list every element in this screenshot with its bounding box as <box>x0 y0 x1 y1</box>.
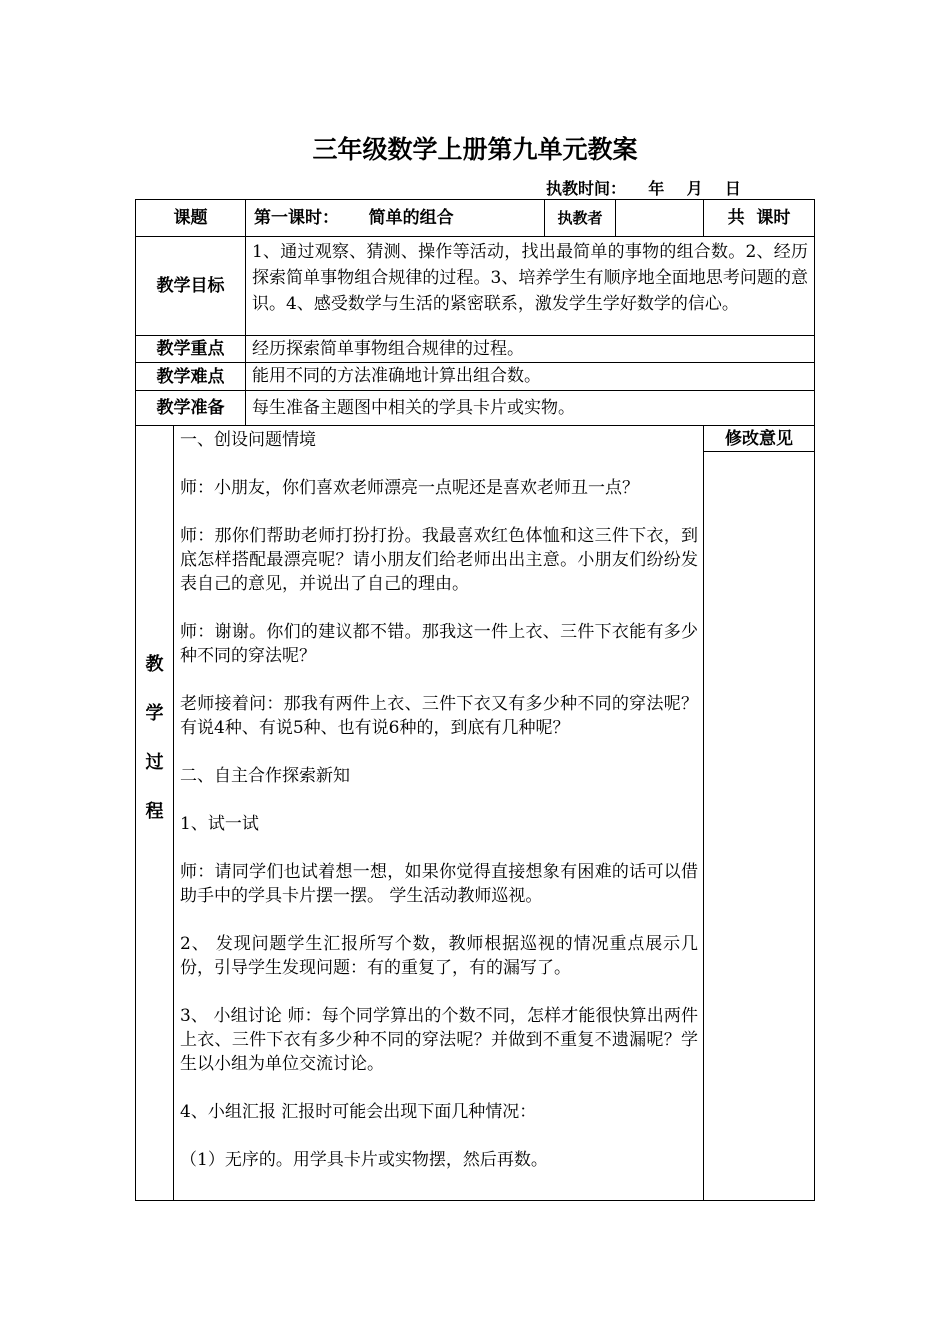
paragraph: 师：那你们帮助老师打扮打扮。我最喜欢红色体恤和这三件下衣，到底怎样搭配最漂亮呢？请小朋友们给老师出出主意。小朋友们纷纷发表自己的意见，并说出了自己的理由。 <box>180 526 698 594</box>
periods: 共 课时 <box>703 199 815 237</box>
paragraph: 老师接着问：那我有两件上衣、三件下衣又有多少种不同的穿法呢？有说4种、有说5种、也有说6种的，到底有几种呢？ <box>180 694 698 738</box>
key-label: 教学重点 <box>135 335 246 363</box>
goals-text: 1、通过观察、猜测、操作等活动，找出最简单的事物的组合数。2、经历探索简单事物组合规律的过程。3、培养学生有顺序地全面地思考问题的意识。4、感受数学与生活的紧密联系，激发学生学好数学的信心。 <box>245 236 815 336</box>
revision-label: 修改意见 <box>703 425 815 452</box>
goals-label: 教学目标 <box>135 236 246 336</box>
paragraph: 师：请同学们也试着想一想，如果你觉得直接想象有困难的话可以借助手中的学具卡片摆一摆。 学生活动教师巡视。 <box>180 862 698 906</box>
process-content <box>180 428 698 1196</box>
section-heading: 一、创设问题情境 <box>180 430 316 450</box>
process-label-char: 程 <box>145 801 164 822</box>
page-title: 三年级数学上册第九单元教案 <box>312 135 638 164</box>
paragraph: 2、 发现问题学生汇报所写个数，教师根据巡视的情况重点展示几份，引导学生发现问题：有的重复了，有的漏写了。 <box>180 934 698 978</box>
difficulty-text: 能用不同的方法准确地计算出组合数。 <box>245 362 815 391</box>
teacher-label: 执教者 <box>544 199 616 237</box>
section-heading: 二、自主合作探索新知 <box>180 766 350 786</box>
paragraph: （1）无序的。用学具卡片或实物摆，然后再数。 <box>180 1150 548 1170</box>
paragraph: 师：谢谢。你们的建议都不错。那我这一件上衣、三件下衣能有多少种不同的穿法呢？ <box>180 622 698 666</box>
paragraph: 4、小组汇报 汇报时可能会出现下面几种情况： <box>180 1102 537 1122</box>
key-text: 经历探索简单事物组合规律的过程。 <box>245 335 815 363</box>
revision-cell <box>703 425 815 1201</box>
difficulty-label: 教学难点 <box>135 362 246 391</box>
process-label-char: 过 <box>145 752 164 773</box>
teacher-value <box>615 199 704 237</box>
process-label-char: 教 <box>145 654 164 675</box>
paragraph: 师：小朋友，你们喜欢老师漂亮一点呢还是喜欢老师丑一点？ <box>180 478 639 498</box>
process-label-char: 学 <box>145 703 164 724</box>
lesson-title: 第一课时： 简单的组合 <box>245 199 545 237</box>
process-label <box>136 650 173 846</box>
subheading: 1、试一试 <box>180 814 259 834</box>
prep-text: 每生准备主题图中相关的学具卡片或实物。 <box>245 390 815 426</box>
teaching-time: 执教时间： 年 月 日 <box>546 179 741 198</box>
prep-label: 教学准备 <box>135 390 246 426</box>
topic-label: 课题 <box>135 199 246 237</box>
paragraph: 3、 小组讨论 师：每个同学算出的个数不同，怎样才能很快算出两件上衣、三件下衣有多少种不同的穿法呢？并做到不重复不遗漏呢？学生以小组为单位交流讨论。 <box>180 1006 698 1074</box>
